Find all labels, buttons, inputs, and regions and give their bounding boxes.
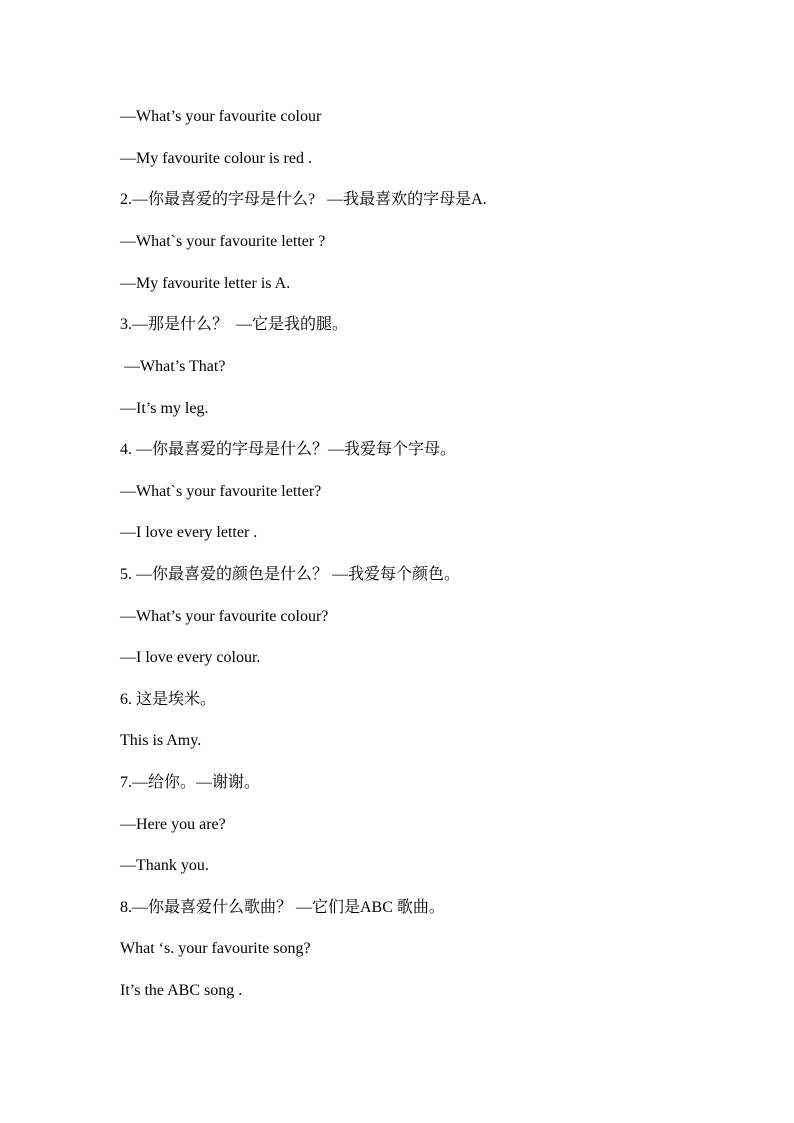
text-line-16: This is Amy.: [120, 732, 202, 749]
text-line-18: —Here you are?: [120, 816, 226, 833]
text-line-10: —What`s your favourite letter?: [120, 483, 322, 500]
text-line-6: 3.—那是什么？ —它是我的腿。: [120, 316, 349, 333]
text-line-4: —What`s your favourite letter ?: [120, 233, 326, 250]
text-line-2: —My favourite colour is red .: [120, 150, 312, 167]
text-line-22: It’s the ABC song .: [120, 982, 243, 999]
text-line-20: 8.—你最喜爱什么歌曲？ —它们是ABC 歌曲。: [120, 899, 445, 916]
text-line-12: 5. —你最喜爱的颜色是什么？ —我爱每个颜色。: [120, 566, 461, 583]
text-line-11: —I love every letter .: [120, 524, 258, 541]
text-line-21: What ‘s. your favourite song?: [120, 940, 311, 957]
text-line-17: 7.—给你。—谢谢。: [120, 774, 261, 791]
text-line-14: —I love every colour.: [120, 649, 261, 666]
text-line-7: —What’s That?: [120, 358, 226, 375]
text-line-8: —It’s my leg.: [120, 400, 209, 417]
text-line-3: 2.—你最喜爱的字母是什么? —我最喜欢的字母是A.: [120, 191, 487, 208]
text-line-13: —What’s your favourite colour?: [120, 608, 329, 625]
text-line-1: —What’s your favourite colour: [120, 108, 322, 125]
text-line-9: 4. —你最喜爱的字母是什么？—我爱每个字母。: [120, 441, 457, 458]
text-line-5: —My favourite letter is A.: [120, 275, 291, 292]
text-line-19: —Thank you.: [120, 857, 209, 874]
text-line-15: 6. 这是埃米。: [120, 691, 217, 708]
